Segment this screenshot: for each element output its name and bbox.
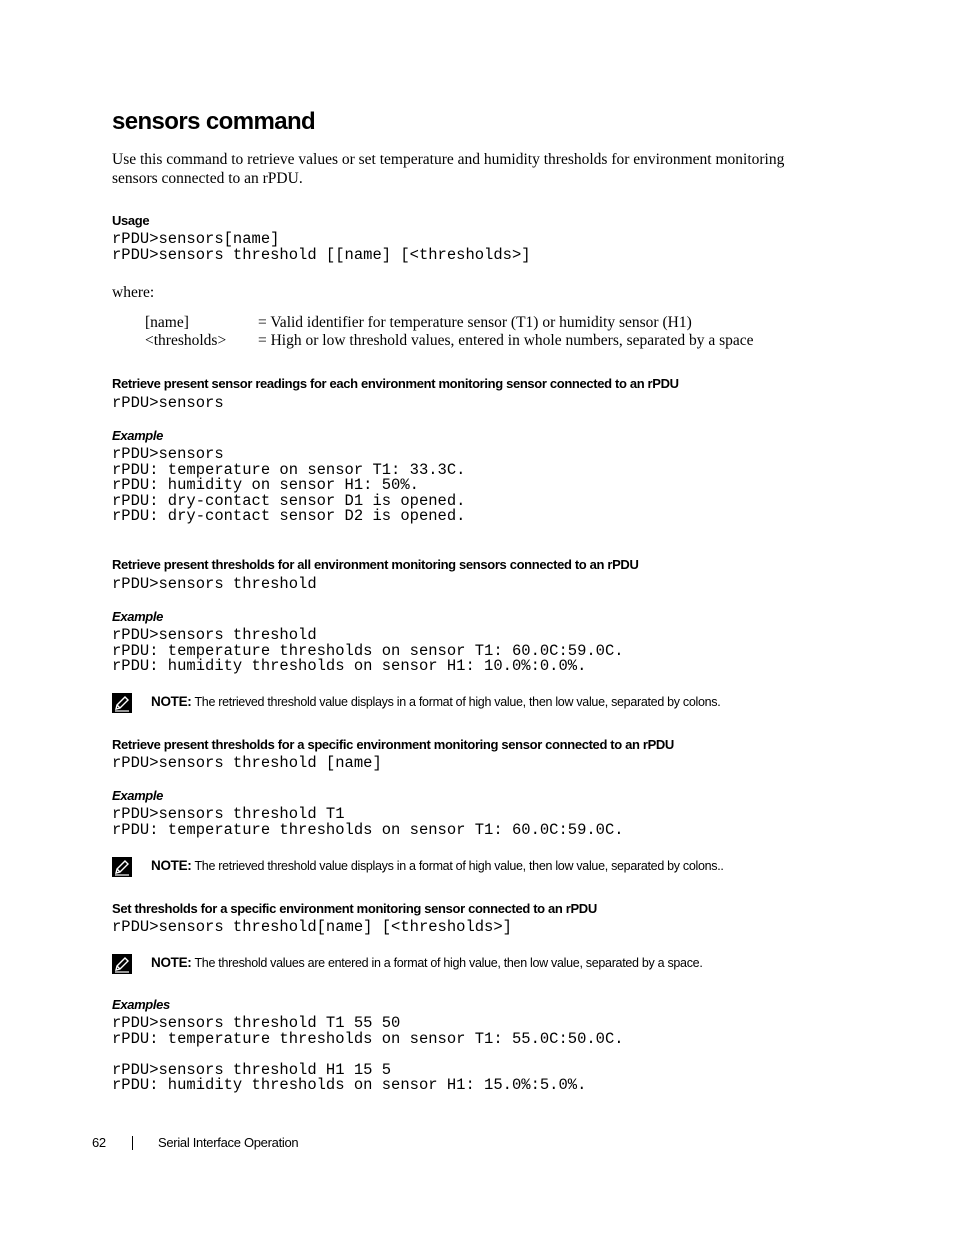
where-def-thresholds: = High or low threshold values, entered in whole numbers, separated by a space — [258, 332, 754, 349]
example-line: rPDU: dry-contact sensor D1 is opened. — [112, 491, 466, 510]
section-heading: Set thresholds for a specific environment monitoring sensor connected to an rPDU — [112, 901, 597, 916]
example-label: Example — [112, 428, 164, 443]
note-text: The retrieved threshold value displays in a format of high value, then low value, separated by colons.. — [194, 859, 724, 873]
where-term-thresholds: <thresholds> — [145, 332, 227, 349]
footer-divider — [132, 1136, 133, 1150]
usage-line: rPDU>sensors threshold [[name] [<thresholds>] — [112, 245, 531, 264]
usage-line: rPDU>sensors[name] — [112, 230, 280, 248]
section-command: rPDU>sensors threshold — [112, 575, 317, 593]
example-line: rPDU>sensors threshold H1 15 5 — [112, 1060, 392, 1079]
note-pencil-icon — [112, 954, 132, 974]
example-line: rPDU>sensors — [112, 445, 224, 463]
section-heading: Retrieve present thresholds for all environment monitoring sensors connected to an rPDU — [112, 557, 639, 572]
note — [151, 858, 724, 873]
example-line: rPDU: humidity thresholds on sensor H1: 15.0%:5.0%. — [112, 1076, 587, 1094]
example-line: rPDU>sensors threshold T1 — [112, 805, 345, 823]
note-text: The threshold values are entered in a format of high value, then low value, separated by a space. — [194, 956, 703, 970]
where-def-name: = Valid identifier for temperature sensor (T1) or humidity sensor (H1) — [258, 314, 692, 331]
example-label: Examples — [112, 997, 170, 1012]
example-label: Example — [112, 788, 164, 803]
section-command: rPDU>sensors threshold[name] [<thresholds>] — [112, 918, 512, 936]
where-term-name: [name] — [145, 314, 189, 331]
note-label: NOTE: — [151, 955, 192, 970]
where-label: where: — [112, 284, 155, 301]
example-line: rPDU: humidity on sensor H1: 50%. — [112, 476, 419, 494]
note-pencil-icon — [112, 857, 132, 877]
note — [151, 694, 720, 709]
example-line: rPDU: temperature on sensor T1: 33.3C. — [112, 460, 466, 479]
example-line: rPDU>sensors threshold T1 55 50 — [112, 1014, 401, 1032]
footer-section-title: Serial Interface Operation — [158, 1135, 299, 1150]
section-command: rPDU>sensors threshold [name] — [112, 754, 382, 772]
example-line: rPDU>sensors threshold — [112, 626, 317, 644]
section-command: rPDU>sensors — [112, 394, 224, 412]
example-label: Example — [112, 609, 164, 624]
example-line: rPDU: temperature thresholds on sensor T1: 60.0C:59.0C. — [112, 820, 624, 839]
note — [151, 955, 703, 970]
example-line: rPDU: temperature thresholds on sensor T1: 60.0C:59.0C. — [112, 641, 624, 660]
note-label: NOTE: — [151, 694, 192, 709]
note-pencil-icon — [112, 693, 132, 713]
note-label: NOTE: — [151, 858, 192, 873]
page-number: 62 — [92, 1135, 106, 1150]
section-heading: Retrieve present sensor readings for each environment monitoring sensor connected to an rPDU — [112, 376, 679, 391]
note-text: The retrieved threshold value displays in a format of high value, then low value, separated by colons. — [194, 695, 721, 709]
page-title: sensors command — [112, 108, 316, 135]
example-line: rPDU: temperature thresholds on sensor T1: 55.0C:50.0C. — [112, 1029, 624, 1048]
example-line: rPDU: humidity thresholds on sensor H1: 10.0%:0.0%. — [112, 657, 587, 675]
intro-paragraph: Use this command to retrieve values or set temperature and humidity thresholds for environment monitoring sensors connected to an rPDU. — [112, 151, 785, 187]
example-line: rPDU: dry-contact sensor D2 is opened. — [112, 507, 466, 525]
section-heading: Retrieve present thresholds for a specific environment monitoring sensor connected to an rPDU — [112, 737, 674, 752]
usage-heading: Usage — [112, 213, 150, 228]
